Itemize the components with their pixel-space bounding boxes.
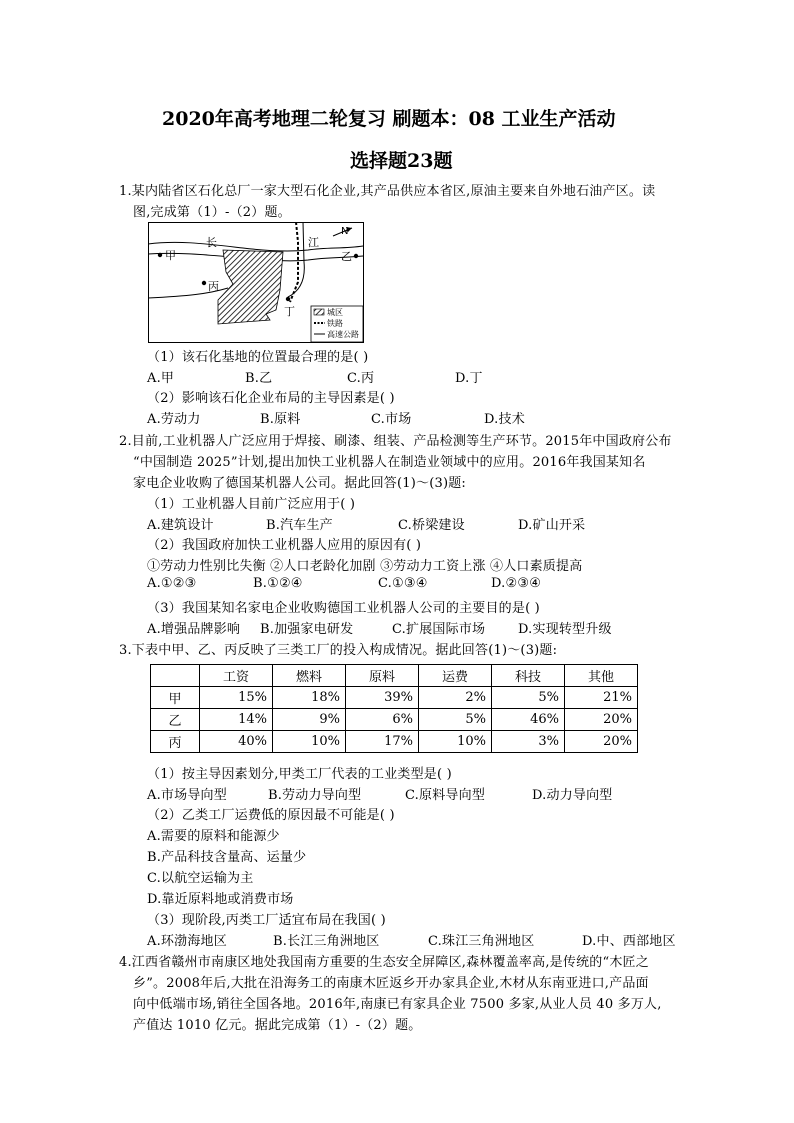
option-d[interactable]: D.②③④ <box>491 576 542 591</box>
table-cell: 20% <box>565 709 638 731</box>
legend-railway: 铁路 <box>327 319 343 328</box>
table-row-label: 甲 <box>151 687 200 709</box>
option-d[interactable]: D.动力导向型 <box>532 788 613 803</box>
q1-stem-line1: 1.某内陆省区石化总厂一家大型石化企业,其产品供应本省区,原油主要来自外地石油产区。读 <box>119 184 656 199</box>
q1-stem-line2: 图,完成第（1）-（2）题。 <box>133 205 291 220</box>
q2-sub1: （1）工业机器人目前广泛应用于( ) <box>147 497 356 512</box>
table-header-cell: 工资 <box>200 665 273 687</box>
table-header-cell: 运费 <box>419 665 492 687</box>
label-ding: 丁 <box>284 305 295 318</box>
option-c[interactable]: C.扩展国际市场 <box>392 622 486 637</box>
page-subtitle: 选择题23题 <box>350 150 453 172</box>
table-row <box>151 731 638 753</box>
table-cell: 10% <box>419 731 492 753</box>
point-yi <box>354 254 358 258</box>
option-b[interactable]: B.汽车生产 <box>266 518 333 533</box>
q4-stem-line3: 向中低端市场,销往全国各地。2016年,南康已有家具企业 7500 多家,从业人员 40 多万人, <box>133 997 662 1012</box>
option-b[interactable]: B.乙 <box>245 371 273 386</box>
option-d[interactable]: D.丁 <box>455 371 483 386</box>
option-b[interactable]: B.加强家电研发 <box>260 622 354 637</box>
option-a[interactable]: A.市场导向型 <box>147 788 227 803</box>
table-header-cell: 其他 <box>565 665 638 687</box>
table-cell: 46% <box>492 709 565 731</box>
option-b[interactable]: B.原料 <box>260 412 301 427</box>
table-cell: 3% <box>492 731 565 753</box>
option-c[interactable]: C.桥梁建设 <box>398 518 465 533</box>
option-a[interactable]: A.劳动力 <box>147 412 201 427</box>
q2-stem-line3: 家电企业收购了德国某机器人公司。据此回答(1)～(3)题: <box>133 476 467 491</box>
option-d[interactable]: D.矿山开采 <box>518 518 586 533</box>
q3-stem: 3.下表中甲、乙、丙反映了三类工厂的投入构成情况。据此回答(1)～(3)题: <box>119 643 558 658</box>
option-b[interactable]: B.①②④ <box>253 576 303 591</box>
label-bing: 丙 <box>208 280 219 293</box>
q1-map <box>148 222 364 343</box>
table-cell: 40% <box>200 731 273 753</box>
option-c[interactable]: C.原料导向型 <box>405 788 486 803</box>
q2-sub3: （3）我国某知名家电企业收购德国工业机器人公司的主要目的是( ) <box>147 601 540 616</box>
option-d[interactable]: D.技术 <box>484 412 525 427</box>
table-cell: 17% <box>346 731 419 753</box>
table-row-label: 丙 <box>151 731 200 753</box>
q1-sub1: （1）该石化基地的位置最合理的是( ) <box>147 350 369 365</box>
q2-stem-line2: “中国制造 2025”计划,提出加快工业机器人在制造业领域中的应用。2016年我国某知名 <box>133 455 646 470</box>
q1-sub2: （2）影响该石化企业布局的主导因素是( ) <box>147 391 395 406</box>
option-c[interactable]: C.珠江三角洲地区 <box>428 934 535 949</box>
table-cell: 10% <box>273 731 346 753</box>
option-a[interactable]: A.环渤海地区 <box>147 934 227 949</box>
q2-sub2-items: ①劳动力性别比失衡 ②人口老龄化加剧 ③劳动力工资上涨 ④人口素质提高 <box>147 559 583 574</box>
option-d[interactable]: D.实现转型升级 <box>518 622 612 637</box>
table-header-row <box>151 665 638 687</box>
q3-sub1: （1）按主导因素划分,甲类工厂代表的工业类型是( ) <box>147 767 452 782</box>
map-legend <box>311 306 363 342</box>
label-yi: 乙 <box>341 250 352 263</box>
table-header-cell: 科技 <box>492 665 565 687</box>
option-a[interactable]: A.建筑设计 <box>147 518 214 533</box>
table-cell: 9% <box>273 709 346 731</box>
q4-stem-line1: 4.江西省赣州市南康区地处我国南方重要的生态安全屏障区,森林覆盖率高,是传统的“木匠之 <box>119 955 649 970</box>
q3-sub2: （2）乙类工厂运费低的原因最不可能是( ) <box>147 808 395 823</box>
option-a[interactable]: A.增强品牌影响 <box>147 622 241 637</box>
table-cell: 14% <box>200 709 273 731</box>
table-cell: 2% <box>419 687 492 709</box>
option-c[interactable]: C.①③④ <box>378 576 428 591</box>
point-ding <box>286 297 290 301</box>
table-row <box>151 687 638 709</box>
table-row-label: 乙 <box>151 709 200 731</box>
q3-table <box>150 664 638 753</box>
q2-sub2: （2）我国政府加快工业机器人应用的原因有( ) <box>147 538 422 553</box>
label-jiang: 江 <box>308 236 319 249</box>
option-d[interactable]: D.中、西部地区 <box>582 934 676 949</box>
table-header-cell: 燃料 <box>273 665 346 687</box>
point-bing <box>202 281 206 285</box>
q3-sub2-option-c[interactable]: C.以航空运输为主 <box>147 871 254 886</box>
label-jia: 甲 <box>165 249 176 262</box>
table-header-cell <box>151 665 200 687</box>
table-cell: 5% <box>492 687 565 709</box>
q4-stem-line2: 乡”。2008年后,大批在沿海务工的南康木匠返乡开办家具企业,木材从东南亚进口,产品面 <box>133 976 649 991</box>
q2-stem-line1: 2.目前,工业机器人广泛应用于焊接、刷漆、组装、产品检测等生产环节。2015年中国政府公布 <box>119 434 672 449</box>
north-label: N <box>341 226 349 237</box>
option-b[interactable]: B.劳动力导向型 <box>268 788 362 803</box>
option-c[interactable]: C.丙 <box>347 371 375 386</box>
option-c[interactable]: C.市场 <box>371 412 412 427</box>
table-header-cell: 原料 <box>346 665 419 687</box>
q3-sub2-option-a[interactable]: A.需要的原料和能源少 <box>147 829 280 844</box>
q3-sub3: （3）现阶段,丙类工厂适宜布局在我国( ) <box>147 913 386 928</box>
table-cell: 5% <box>419 709 492 731</box>
table-cell: 21% <box>565 687 638 709</box>
legend-city: 城区 <box>327 308 343 317</box>
q3-sub2-option-b[interactable]: B.产品科技含量高、运量少 <box>147 850 307 865</box>
table-cell: 39% <box>346 687 419 709</box>
option-a[interactable]: A.甲 <box>147 371 175 386</box>
point-jia <box>158 253 162 257</box>
legend-highway: 高速公路 <box>327 330 359 339</box>
q4-stem-line4: 产值达 1010 亿元。据此完成第（1）-（2）题。 <box>133 1018 422 1033</box>
page-title: 2020年高考地理二轮复习 刷题本：08 工业生产活动 <box>162 108 616 130</box>
table-cell: 6% <box>346 709 419 731</box>
option-b[interactable]: B.长江三角洲地区 <box>273 934 380 949</box>
q3-sub2-option-d[interactable]: D.靠近原料地或消费市场 <box>147 892 294 907</box>
table-row <box>151 709 638 731</box>
option-a[interactable]: A.①②③ <box>147 576 197 591</box>
table-cell: 20% <box>565 731 638 753</box>
table-cell: 15% <box>200 687 273 709</box>
table-cell: 18% <box>273 687 346 709</box>
label-chang: 长 <box>206 236 217 249</box>
